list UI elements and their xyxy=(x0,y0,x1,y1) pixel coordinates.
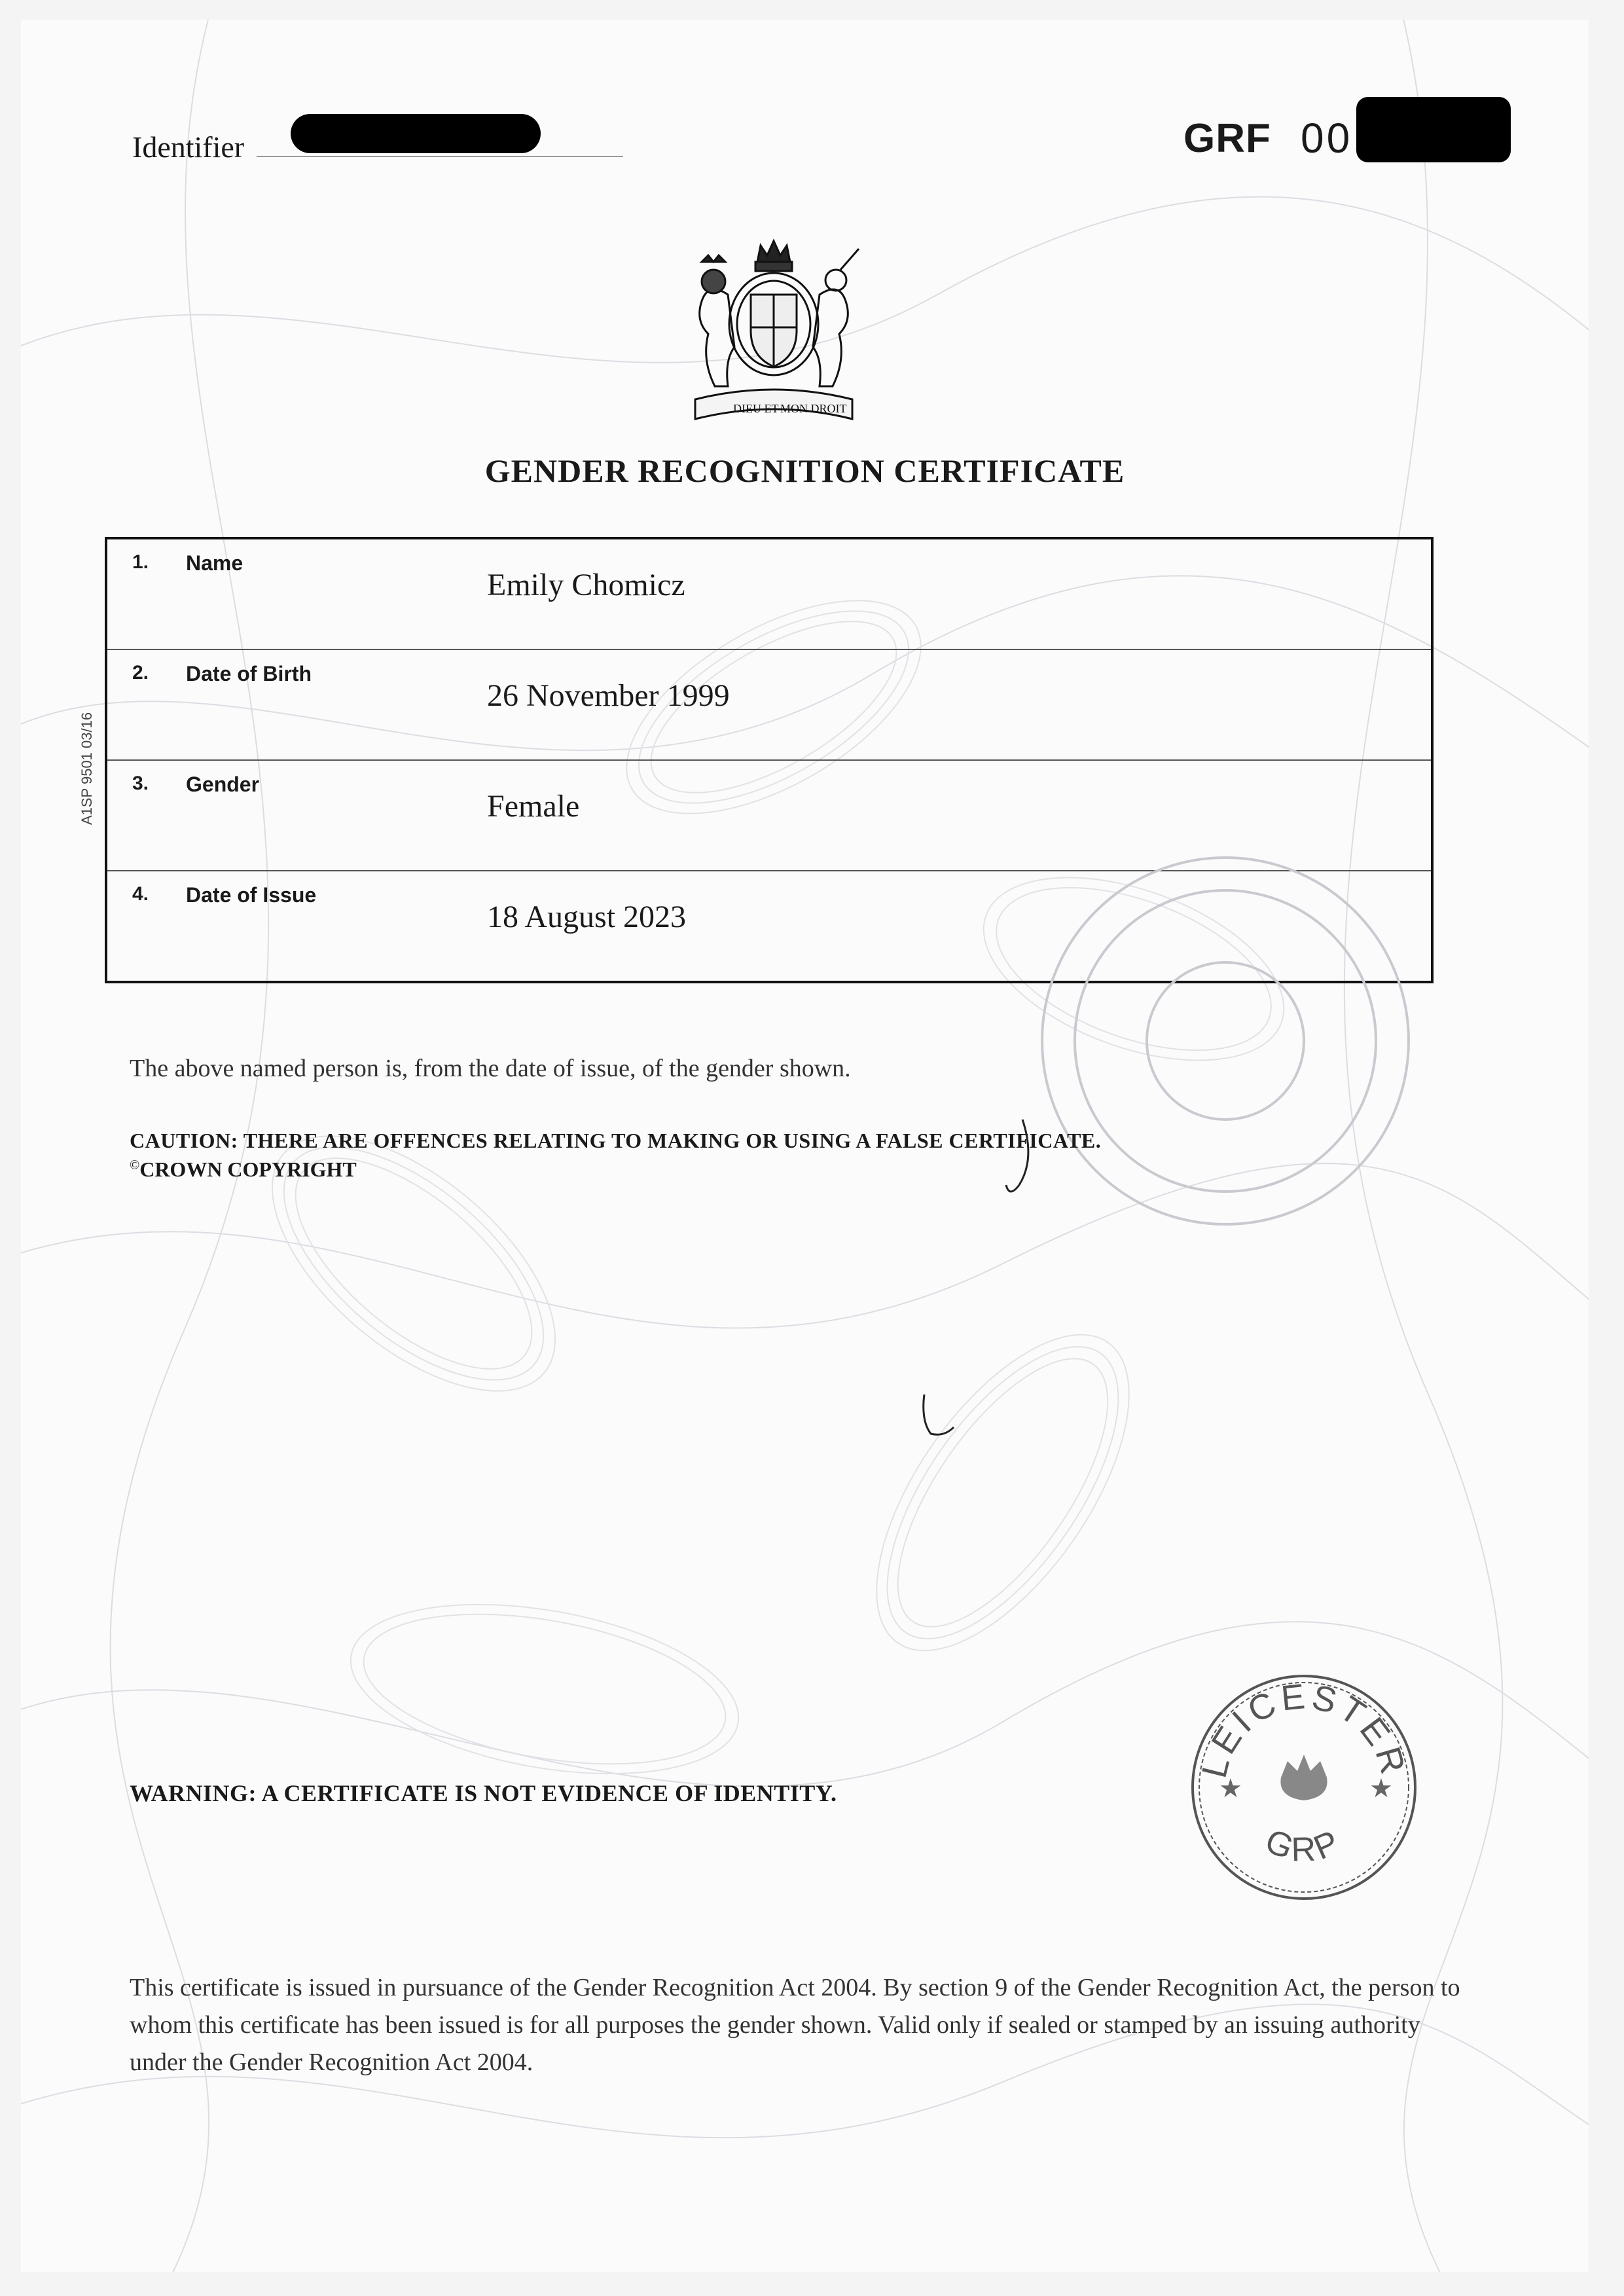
form-code: A1SP 9501 03/16 xyxy=(79,712,95,825)
legal-footer: This certificate is issued in pursuance of the Gender Recognition Act 2004. By section 9 of the Gender Recognition Act, the person to whom this certificate has been issued is for all purposes the gender shown. Valid only if sealed or stamped by an issuing authority under the Gender Recognition Act 2004. xyxy=(130,1974,1460,2076)
row-label-date-of-birth: Date of Birth xyxy=(186,662,312,685)
stamp-bottom-text: GRP xyxy=(1259,1821,1348,1869)
crest-motto-right: MON DROIT xyxy=(780,402,847,415)
crest-motto-left: DIEU ET xyxy=(733,402,779,415)
row-number: 2. xyxy=(132,662,149,683)
identifier-redaction xyxy=(291,114,541,153)
certificate-page xyxy=(21,20,1589,2272)
royal-coat-of-arms-icon xyxy=(656,236,892,432)
certificate-title: GENDER RECOGNITION CERTIFICATE xyxy=(484,452,1125,489)
row-value-date-of-issue: 18 August 2023 xyxy=(487,900,687,934)
identifier-underline xyxy=(257,156,623,157)
table-row-date-of-birth xyxy=(107,650,1431,761)
row-number: 3. xyxy=(132,773,149,794)
gender-statement: The above named person is, from the date of issue, of the gender shown. xyxy=(130,1055,851,1082)
star-icon: ★ xyxy=(1369,1774,1393,1803)
grf-number: 00 xyxy=(1301,115,1353,162)
row-number: 1. xyxy=(132,551,149,573)
grf-label: GRF xyxy=(1183,116,1271,161)
identifier-label: Identifier xyxy=(132,130,245,164)
caution-notice: CAUTION: THERE ARE OFFENCES RELATING TO MAKING OR USING A FALSE CERTIFICATE. xyxy=(130,1129,1102,1152)
row-value-gender: Female xyxy=(487,789,580,824)
row-label-name: Name xyxy=(186,551,244,575)
row-number: 4. xyxy=(132,883,149,905)
row-value-date-of-birth: 26 November 1999 xyxy=(487,678,730,713)
copyright-symbol: © xyxy=(130,1157,140,1173)
row-label-date-of-issue: Date of Issue xyxy=(186,883,317,907)
row-label-gender: Gender xyxy=(186,773,260,796)
stamp-top-text: LEICESTER xyxy=(1194,1676,1414,1782)
table-row-name xyxy=(107,539,1431,650)
embossed-seal-icon xyxy=(1016,831,1435,1250)
ink-stamp-icon xyxy=(1173,1656,1435,1918)
identity-warning: WARNING: A CERTIFICATE IS NOT EVIDENCE OF IDENTITY. xyxy=(130,1780,837,1806)
svg-text:GRP xyxy=(1260,1822,1348,1869)
row-value-name: Emily Chomicz xyxy=(487,568,685,602)
signature-marks xyxy=(872,1106,1068,1447)
crown-copyright xyxy=(130,1157,357,1182)
star-icon: ★ xyxy=(1219,1774,1242,1803)
grf-number-redaction xyxy=(1356,97,1511,162)
copyright-text: CROWN COPYRIGHT xyxy=(139,1157,357,1181)
